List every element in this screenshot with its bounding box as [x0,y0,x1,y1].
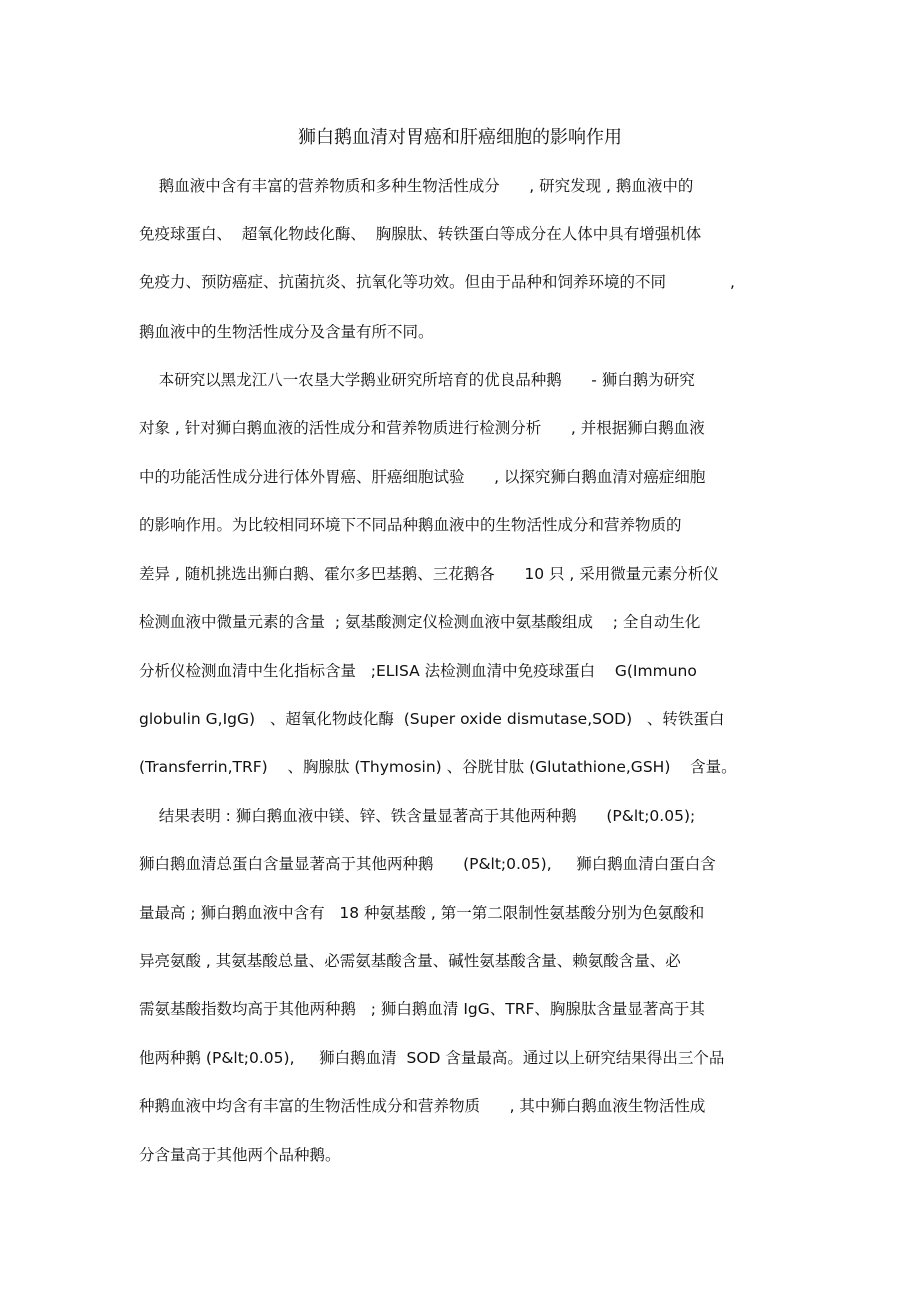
body-text-line: 鹅血液中含有丰富的营养物质和多种生物活性成分 , 研究发现 , 鹅血液中的 [139,177,694,195]
body-text-line: 差异 , 随机挑选出狮白鹅、霍尔多巴基鹅、三花鹅各 10 只 , 采用微量元素分析仪 [139,565,719,583]
body-text-line: 狮白鹅血清总蛋白含量显著高于其他两种鹅 (P&lt;0.05), 狮白鹅血清白蛋白含 [139,855,716,873]
body-text-line: 分析仪检测血清中生化指标含量 ;ELISA 法检测血清中免疫球蛋白 G(Immuno [139,662,697,680]
body-text-line: 对象 , 针对狮白鹅血液的活性成分和营养物质进行检测分析 , 并根据狮白鹅血液 [139,419,705,437]
body-text-line: 免疫球蛋白、 超氧化物歧化酶、 胸腺肽、转铁蛋白等成分在人体中具有增强机体 [139,225,702,243]
body-text-line: 免疫力、预防癌症、抗菌抗炎、抗氧化等功效。但由于品种和饲养环境的不同 , [139,273,735,291]
document-title: 狮白鹅血清对胃癌和肝癌细胞的影响作用 [298,127,622,148]
body-text-line: 需氨基酸指数均高于其他两种鹅 ; 狮白鹅血清 IgG、TRF、胸腺肽含量显著高于其 [139,1000,705,1018]
body-text-line: 种鹅血液中均含有丰富的生物活性成分和营养物质 , 其中狮白鹅血液生物活性成 [139,1097,706,1115]
body-text-line: 本研究以黑龙江八一农垦大学鹅业研究所培育的优良品种鹅 - 狮白鹅为研究 [139,371,695,389]
body-text-line: 量最高 ; 狮白鹅血液中含有 18 种氨基酸 , 第一第二限制性氨基酸分别为色氨酸和 [139,904,705,922]
body-text-line: 他两种鹅 (P&lt;0.05), 狮白鹅血清 SOD 含量最高。通过以上研究结果得出三个品 [139,1049,725,1067]
body-text-line: 鹅血液中的生物活性成分及含量有所不同。 [139,323,434,341]
body-text-line: 中的功能活性成分进行体外胃癌、肝癌细胞试验 , 以探究狮白鹅血清对癌症细胞 [139,468,706,486]
body-text-line: 分含量高于其他两个品种鹅。 [139,1146,341,1164]
body-text-line: 结果表明 : 狮白鹅血液中镁、锌、铁含量显著高于其他两种鹅 (P&lt;0.05); [139,807,696,825]
body-text-line: 的影响作用。为比较相同环境下不同品种鹅血液中的生物活性成分和营养物质的 [139,516,682,534]
body-text-line: 异亮氨酸 , 其氨基酸总量、必需氨基酸含量、碱性氨基酸含量、赖氨酸含量、必 [139,952,681,970]
body-text-line: globulin G,IgG) 、超氧化物歧化酶 (Super oxide dismutase,SOD) 、转铁蛋白 [139,710,725,728]
body-text-line: 检测血液中微量元素的含量 ; 氨基酸测定仪检测血液中氨基酸组成 ; 全自动生化 [139,613,701,631]
body-text-line: (Transferrin,TRF) 、胸腺肽 (Thymosin) 、谷胱甘肽 (Glutathione,GSH) 含量。 [139,758,737,776]
